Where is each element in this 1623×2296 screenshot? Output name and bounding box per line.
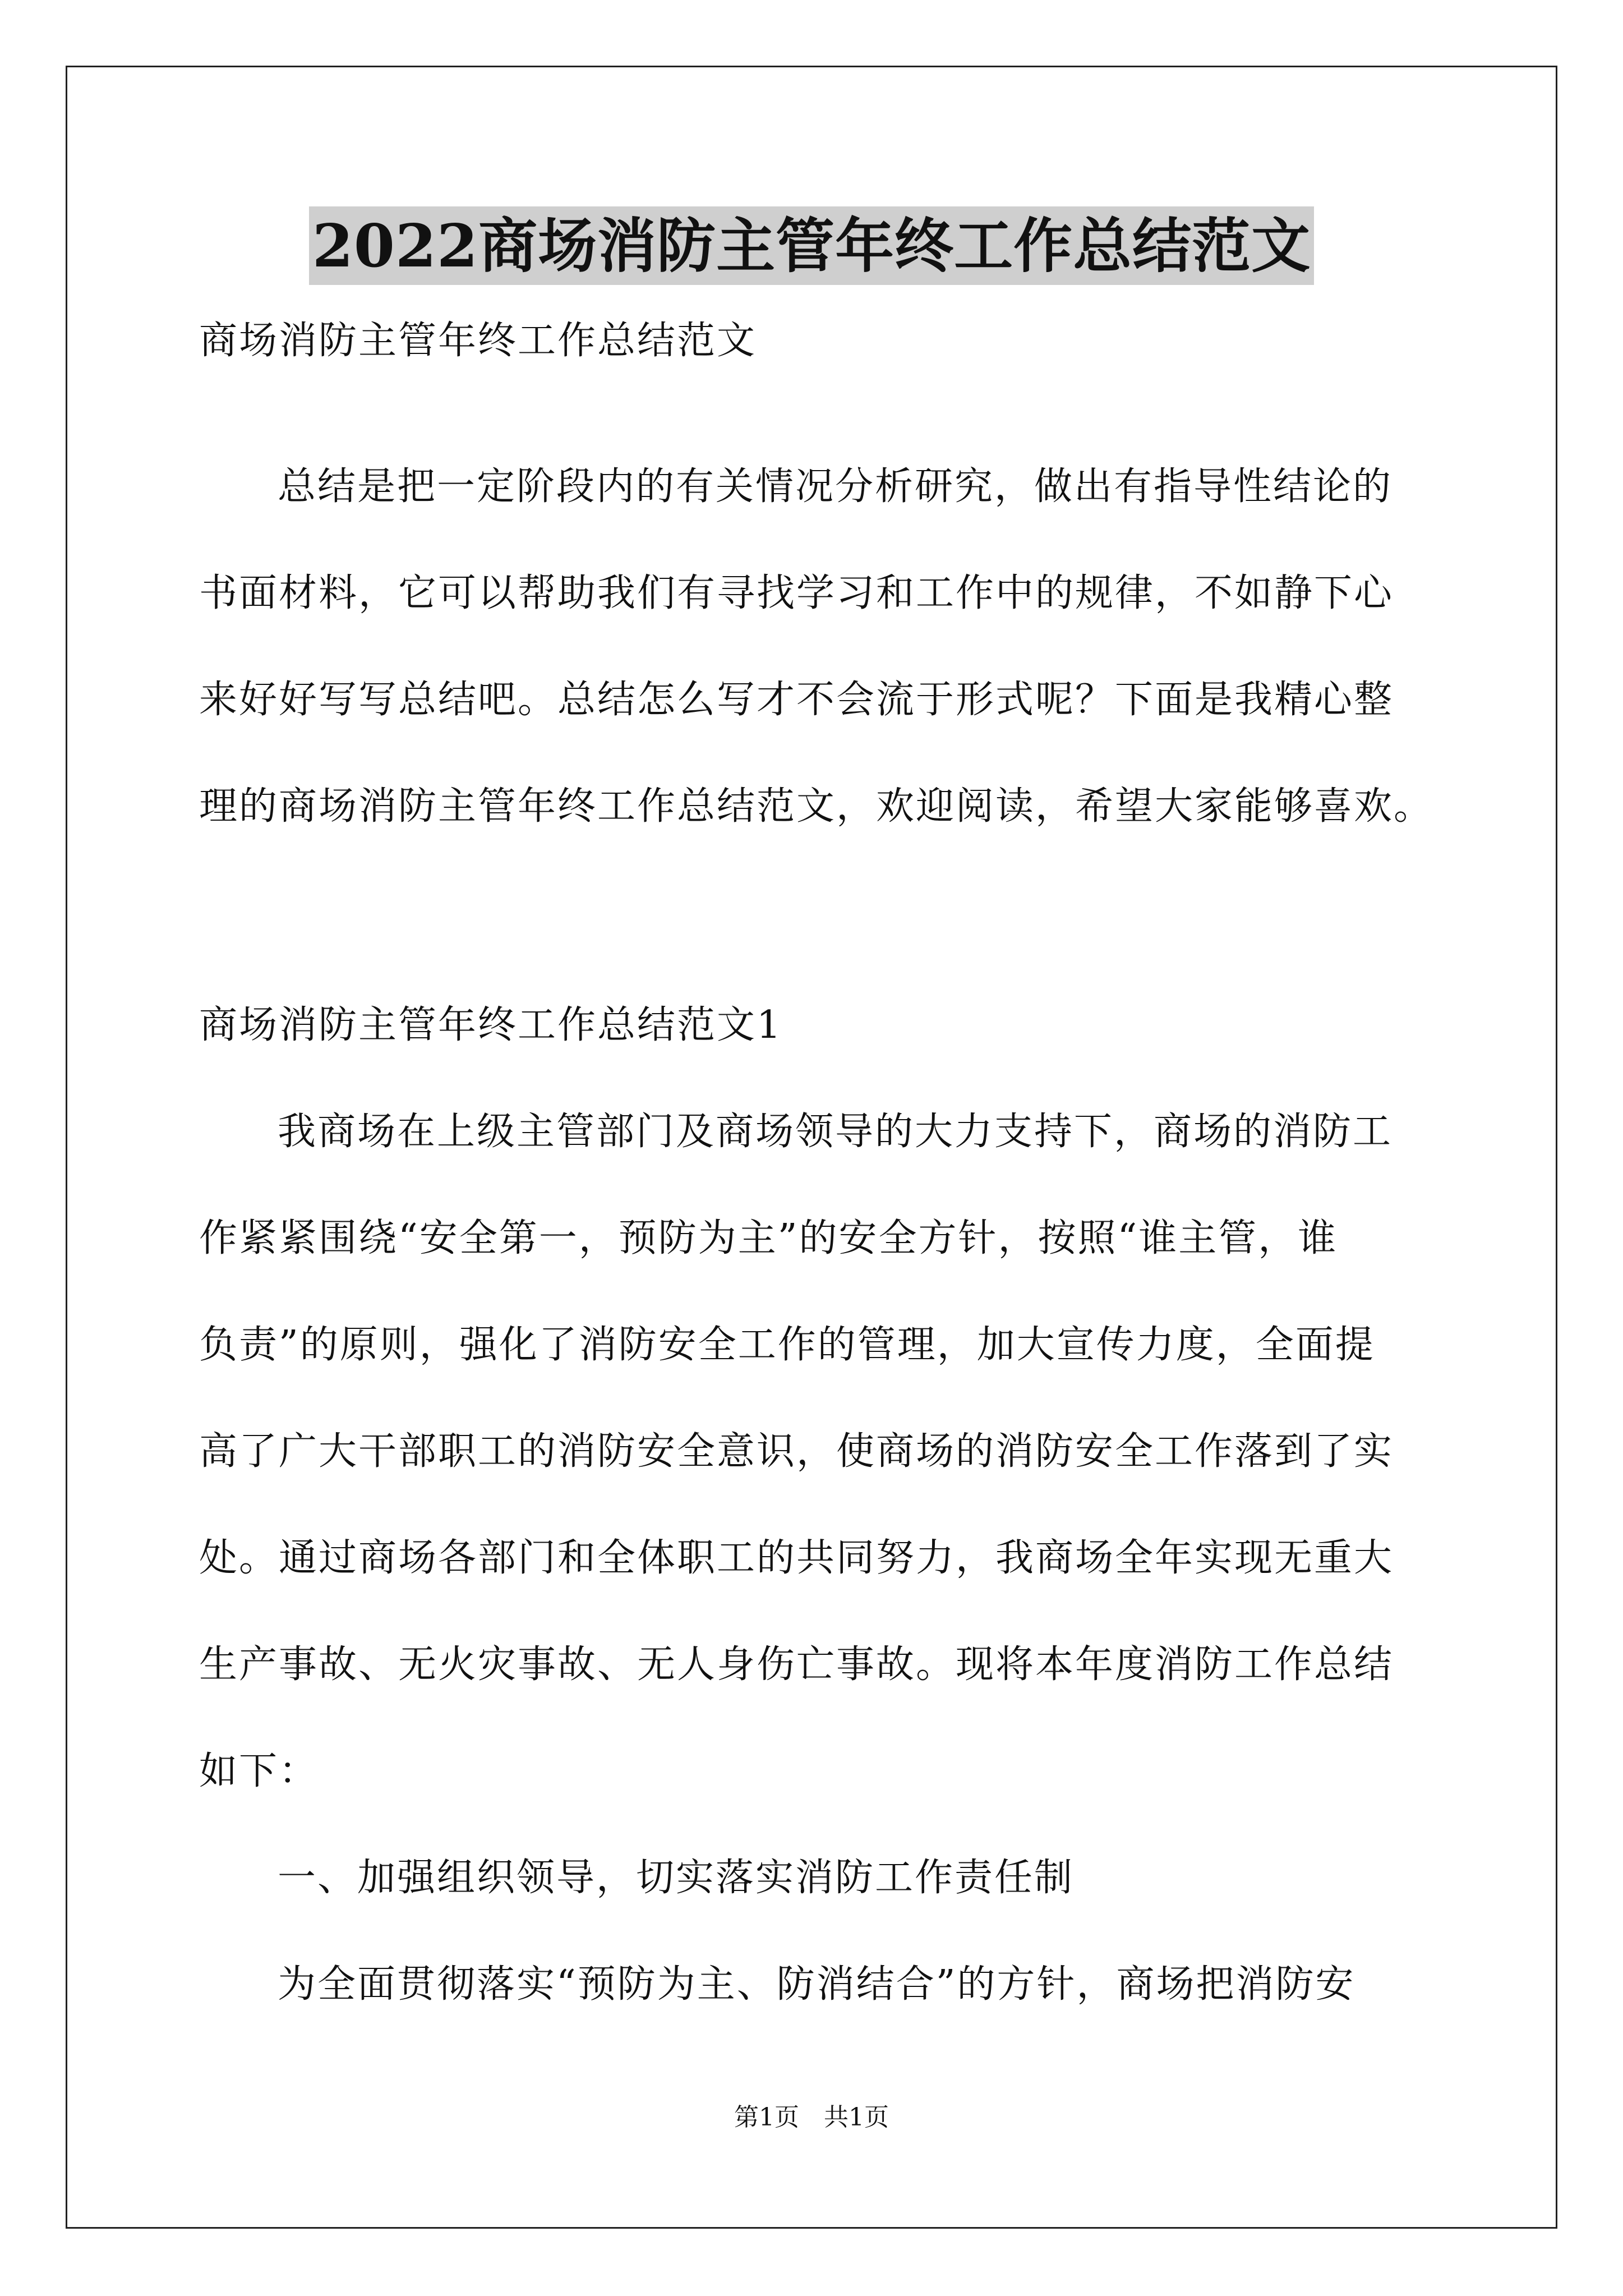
body-line-3: 负责”的原则，强化了消防安全工作的管理，加大宣传力度，全面提 bbox=[199, 1323, 1375, 1367]
body-line-1: 我商场在上级主管部门及商场领导的大力支持下，商场的消防工 bbox=[278, 1110, 1393, 1154]
intro-line-3: 来好好写写总结吧。总结怎么写才不会流于形式呢？下面是我精心整 bbox=[199, 678, 1394, 722]
body-line-2: 作紧紧围绕“安全第一，预防为主”的安全方针，按照“谁主管，谁 bbox=[199, 1216, 1338, 1260]
intro-line-2: 书面材料，它可以帮助我们有寻找学习和工作中的规律，不如静下心 bbox=[199, 571, 1394, 615]
point-one-line: 为全面贯彻落实“预防为主、防消结合”的方针，商场把消防安 bbox=[278, 1962, 1355, 2007]
document-title: 2022商场消防主管年终工作总结范文 bbox=[309, 206, 1314, 285]
intro-line-4: 理的商场消防主管年终工作总结范文，欢迎阅读，希望大家能够喜欢。 bbox=[199, 784, 1434, 829]
body-line-4: 高了广大干部职工的消防安全意识，使商场的消防安全工作落到了实 bbox=[199, 1429, 1394, 1474]
body-line-5: 处。通过商场各部门和全体职工的共同努力，我商场全年实现无重大 bbox=[199, 1536, 1394, 1580]
point-one-heading: 一、加强组织领导，切实落实消防工作责任制 bbox=[278, 1856, 1075, 1900]
title-container bbox=[0, 206, 1623, 285]
section-heading: 商场消防主管年终工作总结范文1 bbox=[199, 1003, 783, 1047]
page-footer: 第1页 共1页 bbox=[734, 2103, 889, 2132]
body-line-6: 生产事故、无火灾事故、无人身伤亡事故。现将本年度消防工作总结 bbox=[199, 1642, 1394, 1687]
body-line-7: 如下： bbox=[199, 1749, 319, 1793]
intro-line-1: 总结是把一定阶段内的有关情况分析研究，做出有指导性结论的 bbox=[278, 464, 1393, 509]
document-subtitle: 商场消防主管年终工作总结范文 bbox=[199, 319, 757, 363]
